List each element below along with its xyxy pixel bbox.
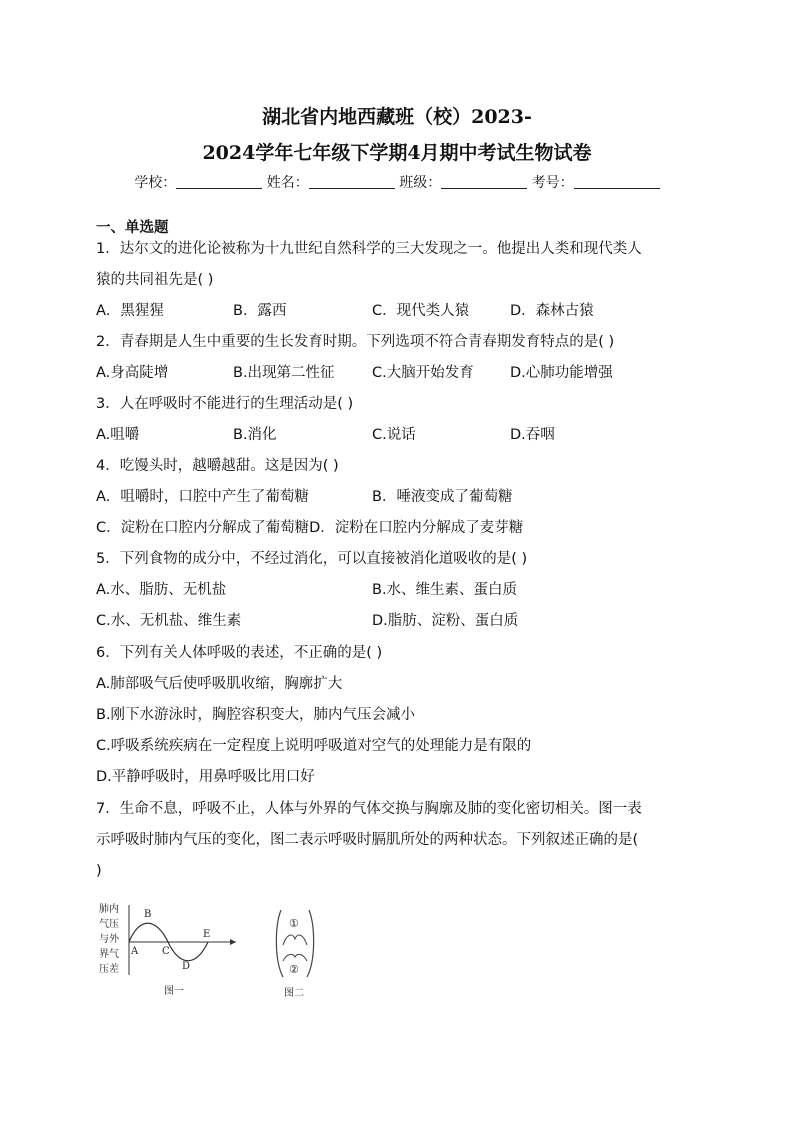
- question-6: [96, 638, 700, 793]
- question-5: [96, 544, 700, 637]
- option-c[interactable]: C.大脑开始发育: [372, 365, 474, 381]
- fig1-ylabel-1: 肺内: [99, 904, 119, 915]
- option-d[interactable]: D.脂肪、淀粉、蛋白质: [372, 613, 519, 629]
- option-a[interactable]: A.身高陡增: [96, 365, 169, 381]
- question-6-stem: 6．下列有关人体呼吸的表述，不正确的是( ): [96, 645, 383, 661]
- fig1-x-arrow: [230, 939, 236, 945]
- title-line-2: 2024学年七年级下学期4月期中考试生物试卷: [202, 142, 592, 164]
- question-3-options: [96, 420, 700, 451]
- option-d[interactable]: D．淀粉在口腔内分解成了麦芽糖: [309, 520, 524, 536]
- exam-no-blank[interactable]: [574, 174, 660, 189]
- fig1-ylabel-4: 界气: [99, 949, 119, 960]
- option-a[interactable]: A.咀嚼: [96, 427, 140, 443]
- option-b[interactable]: B.消化: [233, 427, 277, 443]
- school-blank[interactable]: [176, 174, 262, 189]
- fig2-mark-1: ①: [289, 917, 299, 930]
- class-blank[interactable]: [441, 174, 527, 189]
- title-line-1: 湖北省内地西藏班（校）2023-: [262, 106, 532, 128]
- option-a[interactable]: A．咀嚼时，口腔中产生了葡萄糖: [96, 489, 309, 505]
- question-5-options-row-2: [96, 606, 700, 637]
- question-7-stem-line-3: ): [96, 863, 102, 879]
- question-1: [96, 234, 700, 327]
- option-b[interactable]: B．唾液变成了葡萄糖: [372, 489, 513, 505]
- option-a[interactable]: A.肺部吸气后使呼吸肌收缩，胸廓扩大: [96, 676, 343, 692]
- question-1-options: [96, 296, 700, 327]
- fig2-diaphragm-2: [283, 954, 307, 961]
- fig2-caption: 图二: [284, 988, 304, 999]
- fig1-ylabel-2: 气压: [99, 919, 119, 930]
- question-5-stem: 5．下列食物的成分中，不经过消化，可以直接被消化道吸收的是( ): [96, 551, 528, 567]
- option-d[interactable]: D.平静呼吸时，用鼻呼吸比用口好: [96, 769, 315, 785]
- question-1-stem-line-2: 猿的共同祖先是( ): [96, 272, 214, 288]
- fig1-point-d: D: [182, 961, 191, 972]
- fig1-point-a: A: [131, 946, 139, 957]
- figure-1: [99, 902, 236, 997]
- fig2-diaphragm-1: [283, 935, 307, 945]
- fig2-mark-2: ②: [289, 963, 299, 976]
- option-c[interactable]: C.呼吸系统疾病在一定程度上说明呼吸道对空气的处理能力是有限的: [96, 738, 532, 754]
- question-2-options: [96, 358, 700, 389]
- fig1-ylabel-3: 与外: [99, 934, 119, 945]
- fig1-ylabel-5: 压差: [99, 964, 119, 975]
- option-b[interactable]: B.刚下水游泳时，胸腔容积变大，肺内气压会减小: [96, 707, 416, 723]
- option-c[interactable]: C.说话: [372, 427, 416, 443]
- question-7-stem-line-2: 示呼吸时肺内气压的变化，图二表示呼吸时膈肌所处的两种状态。下列叙述正确的是(: [96, 832, 639, 848]
- name-label: 姓名：: [266, 175, 309, 191]
- class-label: 班级：: [399, 175, 442, 191]
- question-4-stem: 4．吃馒头时，越嚼越甜。这是因为( ): [96, 458, 339, 474]
- question-7: [96, 794, 700, 887]
- school-label: 学校：: [134, 175, 177, 191]
- fig1-point-e: E: [203, 929, 211, 940]
- student-info-row: [0, 172, 794, 192]
- option-d[interactable]: D.吞咽: [510, 427, 555, 443]
- fig1-point-c: C: [162, 946, 170, 957]
- option-c[interactable]: C.水、无机盐、维生素: [96, 613, 242, 629]
- question-4-options-row-2: [96, 513, 700, 544]
- option-b[interactable]: B．露西: [233, 303, 287, 319]
- name-blank[interactable]: [309, 174, 395, 189]
- option-b[interactable]: B.出现第二性征: [233, 365, 335, 381]
- option-c[interactable]: C．淀粉在口腔内分解成了葡萄糖: [96, 520, 310, 536]
- fig1-point-b: B: [144, 909, 152, 920]
- question-3-stem: 3．人在呼吸时不能进行的生理活动是( ): [96, 396, 354, 412]
- question-4: [96, 451, 700, 544]
- question-2: [96, 327, 700, 389]
- question-2-stem: 2．青春期是人生中重要的生长发育时期。下列选项不符合青春期发育特点的是( ): [96, 334, 615, 350]
- figures: [96, 895, 336, 1005]
- question-5-options-row-1: [96, 575, 700, 606]
- option-a[interactable]: A.水、脂肪、无机盐: [96, 582, 227, 598]
- question-7-stem-line-1: 7．生命不息，呼吸不止，人体与外界的气体交换与胸廓及肺的变化密切相关。图一表: [96, 801, 642, 817]
- fig1-caption: 图一: [164, 986, 184, 997]
- question-3: [96, 389, 700, 451]
- question-4-options-row-1: [96, 482, 700, 513]
- option-a[interactable]: A．黑猩猩: [96, 303, 164, 319]
- figure-2: [276, 910, 313, 999]
- section-heading: 一、单选题: [96, 220, 169, 236]
- option-c[interactable]: C．现代类人猿: [372, 303, 470, 319]
- question-1-stem-line-1: 1．达尔文的进化论被称为十九世纪自然科学的三大发现之一。他提出人类和现代类人: [96, 241, 642, 257]
- option-d[interactable]: D．森林古猿: [510, 303, 594, 319]
- option-d[interactable]: D.心肺功能增强: [510, 365, 613, 381]
- option-b[interactable]: B.水、维生素、蛋白质: [372, 582, 518, 598]
- exam-no-label: 考号：: [531, 175, 574, 191]
